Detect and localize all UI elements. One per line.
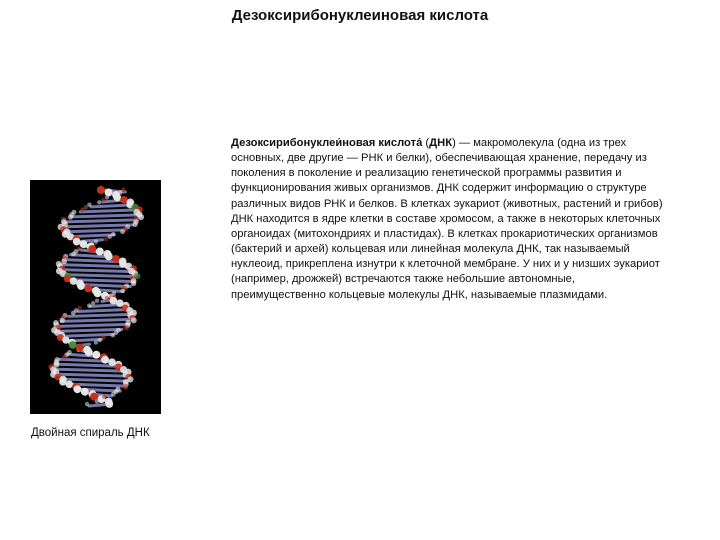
base-pair-rung [80, 210, 137, 212]
backbone-atom [68, 214, 73, 219]
backbone-atom [61, 259, 67, 265]
term-abbreviation: ДНК [429, 137, 453, 149]
base-pair-rung [61, 319, 132, 321]
base-pair-rung [55, 374, 127, 376]
backbone-atom [71, 251, 76, 256]
base-pair-rung [91, 205, 132, 207]
backbone-atom [101, 335, 105, 339]
paragraph-body: ) — макромолекула (одна из трех основных, две другие — РНК и белки), обеспечивающая хранение, передачу из поколения в поколение и реализацию генетической программы развития и функционирования живых организмов. ДНК содержит информацию о структуре различных видов РНК и белков. В клетках эукариот (животных, растений и грибов) ДНК находится в ядре клетки в составе хромосом, а также в некоторых клеточных органоидах (митохондриях и пластидах). В клетках прокариотических организмов (бактерий и архей) кольцевая или линейная молекула ДНК, так называемый нуклеоид, прикреплена изнутри к клеточной мембране. У них и у низших эукариот (например, дрожжей) встречаются также небольшие автономные, преимущественно кольцевые молекулы ДНК, называемые плазмидами. [231, 137, 663, 301]
backbone-atom [106, 400, 114, 408]
base-pair-rung [60, 265, 126, 267]
backbone-atom [112, 255, 120, 263]
backbone-atom [70, 277, 78, 285]
base-pair-rung [57, 324, 129, 326]
backbone-atom [105, 195, 109, 199]
backbone-atom [105, 252, 113, 260]
backbone-atom [98, 397, 102, 401]
backbone-atom [92, 351, 100, 359]
backbone-atom [107, 235, 111, 239]
backbone-atom [120, 288, 125, 293]
backbone-atom [115, 193, 119, 197]
backbone-atom [84, 284, 92, 292]
backbone-atom [101, 198, 105, 202]
backbone-atom [105, 188, 113, 196]
backbone-atom [120, 229, 125, 234]
backbone-atom [91, 301, 95, 305]
backbone-atom [62, 355, 67, 360]
slide-title: Дезоксирибонуклеиновая кислота [231, 7, 489, 24]
backbone-atom [132, 222, 137, 227]
backbone-atom [124, 325, 129, 330]
backbone-atom [71, 311, 76, 316]
base-pair-rung [60, 359, 106, 361]
backbone-atom [81, 388, 89, 396]
backbone-atom [105, 296, 109, 300]
backbone-atom [104, 237, 108, 241]
backbone-atom [111, 333, 116, 338]
image-caption: Двойная спираль ДНК [31, 427, 150, 439]
base-pair-rung [53, 369, 123, 371]
backbone-atom [95, 298, 99, 302]
base-pair-rung [65, 220, 137, 222]
backbone-atom [97, 186, 105, 194]
backbone-atom [80, 207, 85, 212]
backbone-atom [138, 214, 144, 220]
backbone-atom [95, 399, 99, 403]
backbone-atom [65, 380, 73, 388]
backbone-atom [94, 289, 102, 297]
term-name: Дезоксирибонуклеи́новая кислота́ [231, 137, 423, 149]
dna-helix-image [30, 180, 161, 414]
backbone-atom [111, 392, 116, 397]
backbone-atom [85, 348, 93, 356]
backbone-atom [85, 402, 89, 406]
backbone-atom [131, 281, 136, 286]
backbone-atom [69, 341, 77, 349]
dna-double-helix-icon [30, 180, 161, 414]
term-paren-open: ( [422, 137, 430, 149]
backbone-atom [87, 303, 91, 307]
backbone-atom [97, 200, 101, 204]
base-pair-rung [55, 364, 116, 366]
base-pair-rung [56, 329, 122, 331]
backbone-atom [94, 340, 98, 344]
backbone-atom [131, 317, 137, 323]
backbone-atom [123, 384, 128, 389]
backbone-atom [59, 318, 64, 323]
main-paragraph [231, 136, 671, 303]
backbone-atom [101, 356, 109, 364]
base-pair-rung [64, 275, 135, 277]
backbone-atom [108, 294, 113, 299]
base-pair-rung [63, 225, 133, 227]
base-pair-rung [61, 270, 133, 272]
backbone-atom [77, 282, 85, 290]
backbone-atom [88, 245, 96, 253]
backbone-atom [76, 343, 84, 351]
backbone-atom [96, 247, 104, 255]
base-pair-rung [69, 314, 133, 316]
base-pair-rung [79, 309, 129, 311]
base-pair-rung [64, 230, 125, 232]
backbone-atom [80, 240, 88, 248]
backbone-atom [73, 385, 81, 393]
base-pair-rung [71, 215, 139, 217]
base-pair-rung [61, 379, 129, 381]
backbone-atom [98, 338, 102, 342]
backbone-atom [73, 238, 81, 246]
backbone-atom [94, 239, 98, 243]
